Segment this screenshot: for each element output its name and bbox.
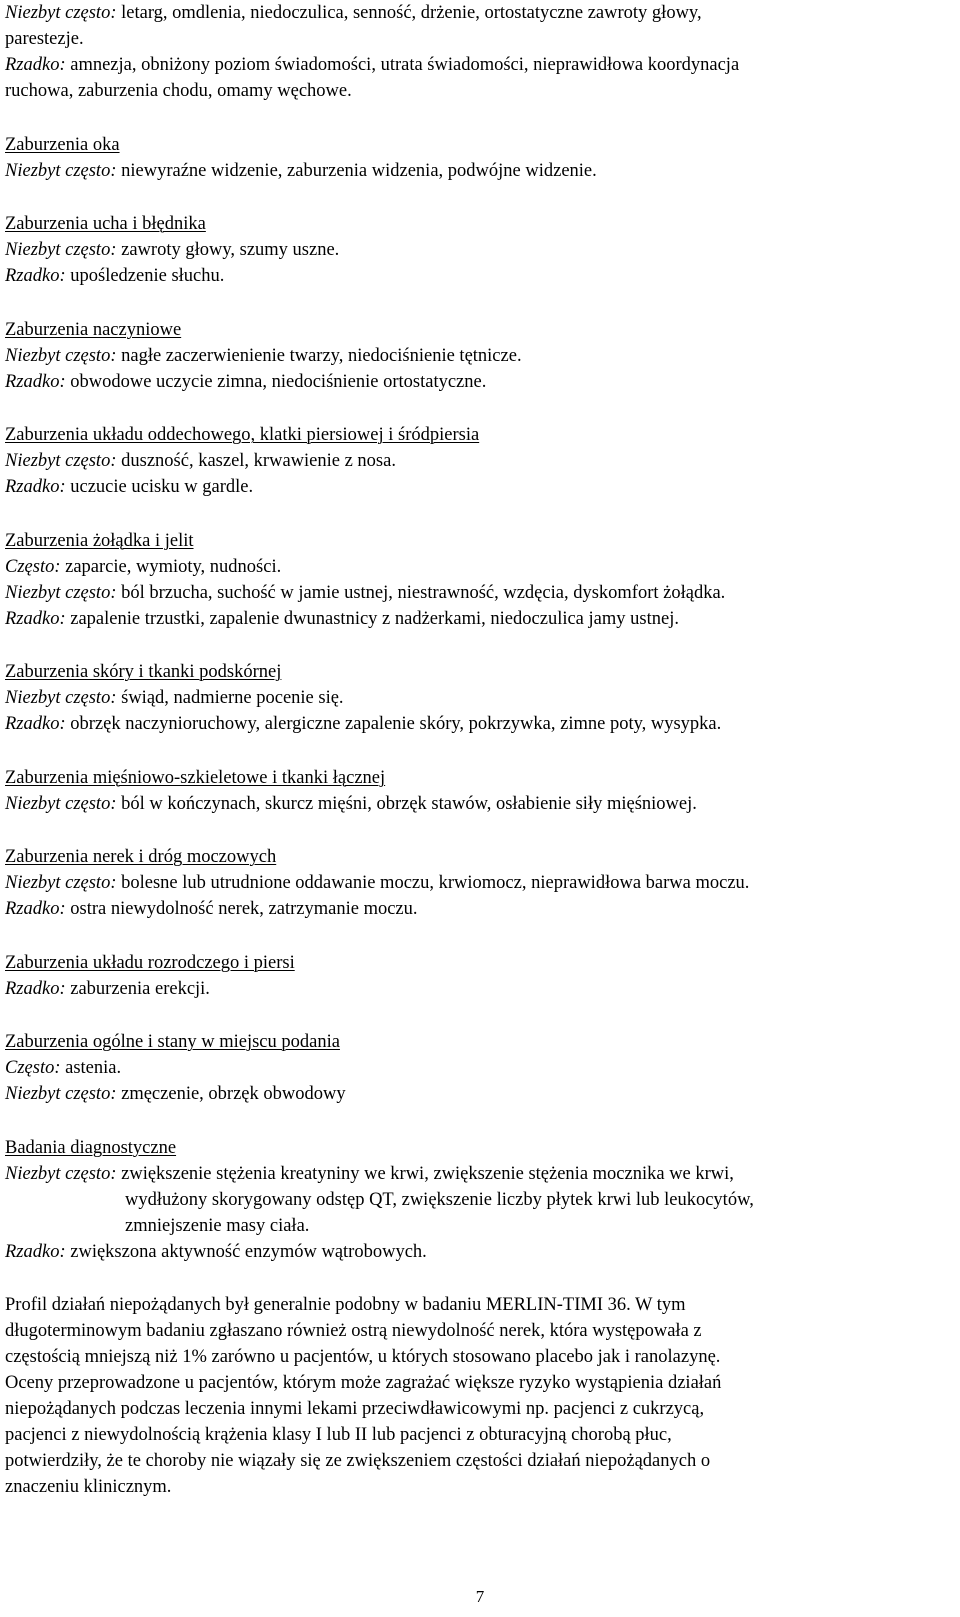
frequency-label: Często: — [5, 556, 61, 577]
section-heading — [5, 422, 950, 448]
line-text: potwierdziły, że te choroby nie wiązały się ze zwiększeniem częstości działań niepożądanych o — [5, 1451, 711, 1471]
paragraph-gap — [5, 104, 950, 132]
section-heading-text: Zaburzenia ucha i błędnika — [5, 214, 206, 234]
line-text: niepożądanych podczas leczenia innymi lekami przeciwdławicowymi np. pacjenci z cukrzycą, — [5, 1399, 705, 1419]
line-text: zwiększona aktywność enzymów wątrobowych. — [65, 1241, 427, 1262]
frequency-label: Rzadko: — [5, 1241, 66, 1262]
line-text: znaczeniu klinicznym. — [5, 1477, 172, 1497]
section-heading-text: Zaburzenia żołądka i jelit — [5, 530, 194, 551]
section-heading — [5, 659, 950, 685]
frequency-line — [5, 448, 950, 474]
line-text: ból w kończynach, skurcz mięśni, obrzęk stawów, osłabienie siły mięśniowej. — [116, 793, 697, 814]
section-heading — [5, 1029, 950, 1055]
frequency-label: Rzadko: — [5, 266, 66, 286]
text-line — [5, 78, 950, 104]
frequency-label: Niezbyt często: — [5, 1163, 117, 1184]
paragraph-gap — [5, 1265, 950, 1293]
line-text: astenia. — [60, 1058, 122, 1078]
frequency-line — [5, 791, 950, 817]
text-line — [5, 1318, 950, 1344]
frequency-label: Często: — [5, 1058, 61, 1078]
text-line — [5, 1187, 950, 1213]
line-text: zmniejszenie masy ciała. — [125, 1215, 310, 1236]
frequency-label: Niezbyt często: — [5, 160, 117, 181]
frequency-label: Rzadko: — [5, 899, 66, 919]
line-text: zmęczenie, obrzęk obwodowy — [116, 1084, 346, 1104]
frequency-line — [5, 1081, 950, 1107]
line-text: długoterminowym badaniu zgłaszano również ostrą niewydolność nerek, która występowała z — [5, 1321, 702, 1341]
line-text: ostra niewydolność nerek, zatrzymanie moczu. — [65, 899, 418, 919]
paragraph-gap — [5, 184, 950, 212]
frequency-label: Rzadko: — [5, 55, 66, 75]
frequency-line — [5, 870, 950, 896]
line-text: amnezja, obniżony poziom świadomości, utrata świadomości, nieprawidłowa koordynacja — [65, 55, 740, 75]
paragraph-gap — [5, 500, 950, 528]
frequency-line — [5, 580, 950, 606]
text-line — [5, 1422, 950, 1448]
line-text: zaburzenia erekcji. — [65, 978, 210, 999]
frequency-line — [5, 1055, 950, 1081]
frequency-line — [5, 0, 950, 26]
section-heading-text: Zaburzenia naczyniowe — [5, 319, 182, 340]
paragraph-gap — [5, 395, 950, 423]
frequency-line — [5, 554, 950, 580]
text-line — [5, 26, 950, 52]
line-text: niewyraźne widzenie, zaburzenia widzenia, podwójne widzenie. — [116, 160, 597, 181]
line-text: uczucie ucisku w gardle. — [65, 477, 254, 497]
frequency-label: Rzadko: — [5, 371, 66, 392]
frequency-line — [5, 158, 950, 184]
frequency-line — [5, 896, 950, 922]
document-page — [5, 0, 950, 1500]
line-text: Oceny przeprowadzone u pacjentów, którym może zagrażać większe ryzyko wystąpienia działań — [5, 1373, 722, 1393]
frequency-label: Rzadko: — [5, 608, 66, 629]
frequency-label: Niezbyt często: — [5, 451, 117, 471]
text-line — [5, 1474, 950, 1500]
frequency-line — [5, 685, 950, 711]
line-text: zawroty głowy, szumy uszne. — [116, 240, 340, 260]
frequency-label: Rzadko: — [5, 978, 66, 999]
line-text: letarg, omdlenia, niedoczulica, senność, drżenie, ortostatyczne zawroty głowy, — [116, 3, 702, 23]
frequency-line — [5, 711, 950, 737]
line-text: parestezje. — [5, 29, 84, 49]
text-line — [5, 1344, 950, 1370]
section-heading — [5, 844, 950, 870]
paragraph-gap — [5, 737, 950, 765]
line-text: wydłużony skorygowany odstęp QT, zwiększenie liczby płytek krwi lub leukocytów, — [125, 1189, 754, 1210]
frequency-label: Rzadko: — [5, 477, 66, 497]
paragraph-gap — [5, 632, 950, 660]
frequency-line — [5, 1239, 950, 1265]
frequency-line — [5, 343, 950, 369]
section-heading — [5, 132, 950, 158]
line-text: obrzęk naczynioruchowy, alergiczne zapalenie skóry, pokrzywka, zimne poty, wysypka. — [65, 714, 722, 734]
section-heading — [5, 1135, 950, 1161]
paragraph-gap — [5, 817, 950, 845]
line-text: bolesne lub utrudnione oddawanie moczu, krwiomocz, nieprawidłowa barwa moczu. — [116, 873, 750, 893]
line-text: upośledzenie słuchu. — [65, 266, 225, 286]
frequency-line — [5, 369, 950, 395]
frequency-label: Niezbyt często: — [5, 582, 117, 603]
section-heading — [5, 950, 950, 976]
line-text: ból brzucha, suchość w jamie ustnej, niestrawność, wzdęcia, dyskomfort żołądka. — [116, 582, 726, 603]
frequency-label: Rzadko: — [5, 714, 66, 734]
section-heading-text: Zaburzenia ogólne i stany w miejscu podania — [5, 1032, 340, 1052]
frequency-line — [5, 1161, 950, 1187]
line-text: częstością mniejszą niż 1% zarówno u pacjentów, u których stosowano placebo jak i ranolazynę. — [5, 1347, 721, 1367]
section-heading-text: Zaburzenia układu oddechowego, klatki piersiowej i śródpiersia — [5, 425, 480, 445]
line-text: obwodowe uczycie zimna, niedociśnienie ortostatyczne. — [65, 371, 487, 392]
line-text: świąd, nadmierne pocenie się. — [116, 688, 344, 708]
frequency-label: Niezbyt często: — [5, 240, 117, 260]
text-line — [5, 1213, 950, 1239]
page-number: 7 — [475, 1587, 485, 1606]
paragraph-gap — [5, 922, 950, 950]
section-heading — [5, 765, 950, 791]
text-line — [5, 1448, 950, 1474]
frequency-line — [5, 263, 950, 289]
line-text: pacjenci z niewydolnością krążenia klasy I lub II lub pacjenci z obturacyjną chorobą płuc, — [5, 1425, 672, 1445]
text-line — [5, 1370, 950, 1396]
section-heading-text: Zaburzenia oka — [5, 134, 120, 155]
section-heading-text: Zaburzenia skóry i tkanki podskórnej — [5, 662, 282, 682]
line-text: zapalenie trzustki, zapalenie dwunastnicy z nadżerkami, niedoczulica jamy ustnej. — [65, 608, 679, 629]
line-text: ruchowa, zaburzenia chodu, omamy węchowe. — [5, 81, 352, 101]
frequency-label: Niezbyt często: — [5, 3, 117, 23]
line-text: zwiększenie stężenia kreatyniny we krwi, zwiększenie stężenia mocznika we krwi, — [116, 1163, 734, 1184]
frequency-label: Niezbyt często: — [5, 1084, 117, 1104]
frequency-line — [5, 606, 950, 632]
section-heading-text: Badania diagnostyczne — [5, 1137, 177, 1158]
frequency-line — [5, 237, 950, 263]
paragraph-gap — [5, 1002, 950, 1030]
frequency-label: Niezbyt często: — [5, 688, 117, 708]
frequency-label: Niezbyt często: — [5, 793, 117, 814]
line-text: zaparcie, wymioty, nudności. — [60, 556, 282, 577]
section-heading-text: Zaburzenia układu rozrodczego i piersi — [5, 952, 295, 973]
section-heading-text: Zaburzenia mięśniowo-szkieletowe i tkanki łącznej — [5, 767, 386, 788]
section-heading — [5, 528, 950, 554]
line-text: Profil działań niepożądanych był generalnie podobny w badaniu MERLIN-TIMI 36. W tym — [5, 1295, 686, 1315]
paragraph-gap — [5, 289, 950, 317]
frequency-label: Niezbyt często: — [5, 345, 117, 366]
section-heading — [5, 211, 950, 237]
section-heading-text: Zaburzenia nerek i dróg moczowych — [5, 847, 277, 867]
paragraph-gap — [5, 1107, 950, 1135]
frequency-line — [5, 52, 950, 78]
text-line — [5, 1396, 950, 1422]
line-text: duszność, kaszel, krwawienie z nosa. — [116, 451, 396, 471]
line-text: nagłe zaczerwienienie twarzy, niedociśnienie tętnicze. — [116, 345, 522, 366]
text-line — [5, 1292, 950, 1318]
frequency-label: Niezbyt często: — [5, 873, 117, 893]
section-heading — [5, 317, 950, 343]
frequency-line — [5, 474, 950, 500]
frequency-line — [5, 976, 950, 1002]
